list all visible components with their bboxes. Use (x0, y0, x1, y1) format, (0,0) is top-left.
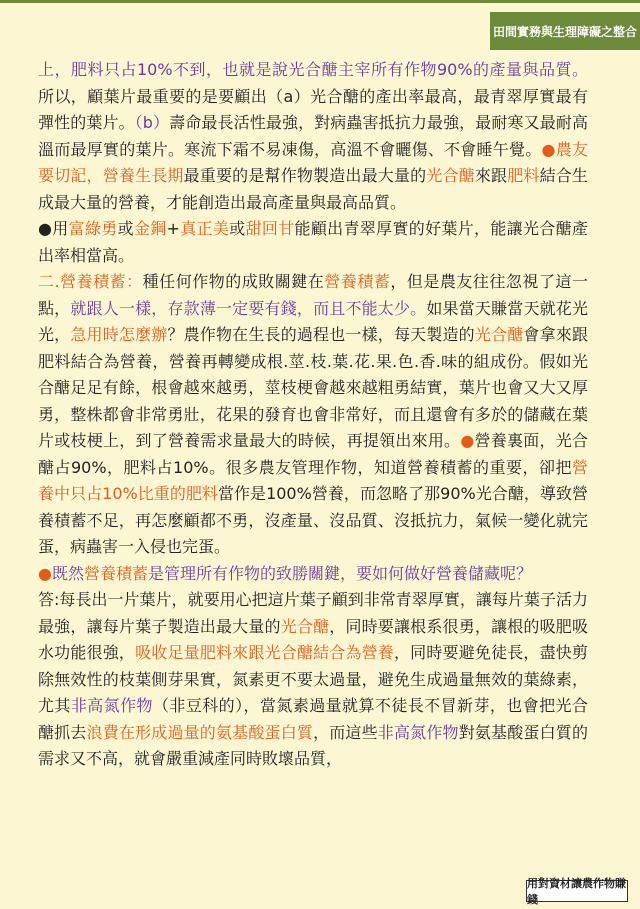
text-run: 會拿來跟肥料結合為營養，營養再轉變成根.莖.枝.葉.花.果.色.香.味的組成份。假如光合醣足足有餘，根會越來越勇，莖枝梗會越來越粗勇結實，葉片也會又大又厚勇，整株都會非常勇壯，花果的發育也會非常好，而且還會有多於的儲藏在葉片或枝梗上，到了營養需求量最大的時候，再提領出來用。 (38, 325, 588, 450)
text-run: 農友要切記，營養生長期 (38, 139, 588, 185)
text-run: 營養積蓄 (83, 563, 148, 583)
text-run: ● (541, 139, 556, 159)
text-run: ？農作物在生長的過程也一樣，每天製造的 (167, 325, 475, 344)
text-run: 或 (229, 219, 246, 238)
paragraph-2 (38, 216, 588, 269)
text-run: 壽命最長活性最強，對病蟲害抵抗力最強，最耐寒又最耐高溫而最厚實的葉片。寒流下霜不易凍傷，高溫不會曬傷、不會睡午覺。 (38, 113, 588, 159)
text-run: 甜回甘 (245, 219, 295, 238)
paragraph-1 (38, 57, 588, 216)
text-run: 就跟人一樣，存款薄一定要有錢，而且不能太少。 (70, 298, 427, 318)
footer-label-text: 用對資材讓農作物賺錢 (527, 877, 626, 906)
text-run: （b） (134, 113, 170, 132)
text-run: 二.營養積蓄： (38, 272, 143, 291)
text-run: + (166, 219, 180, 238)
running-header (490, 12, 640, 50)
text-run: 光合醣 (426, 166, 475, 185)
text-run: 非高氮作物 (70, 696, 153, 715)
footer-label (526, 877, 628, 906)
text-run: ，但是農友往往忽視了這一點， (38, 272, 588, 318)
text-run: ，而這些 (313, 722, 378, 742)
text-run: 答:每長出一片葉片，就要用心把這片葉子顧到非常青翠厚實，讓每片葉子活力最強，讓每片葉子製造出最大量的 (38, 590, 588, 636)
text-run: 營養中只占10%比重的肥料 (38, 457, 588, 503)
text-run: 真正美 (179, 219, 230, 238)
text-run: ● (38, 563, 52, 583)
text-run: 營養積蓄 (324, 272, 391, 291)
text-run: 光合醣 (474, 325, 524, 344)
text-run: 當作是100%營養，而忽略了那90%光合醣，導致營養積蓄不足，再怎麼顧都不勇，沒產量、沒品質、沒抵抗力，氣候一變化就完蛋，病蟲害一入侵也完蛋。 (38, 484, 588, 556)
text-run: 浪費在形成過量的氨基酸蛋白質 (86, 722, 314, 742)
article-body (38, 57, 588, 773)
top-rule (0, 0, 640, 3)
text-run: ●用 (38, 219, 69, 238)
paragraph-5 (38, 587, 588, 773)
text-run: ● (460, 431, 475, 450)
text-run: 急用時怎麼辦 (70, 325, 168, 344)
text-run: 對氨基酸蛋白質的需求又不高，就會嚴重減產同時敗壞品質， (38, 722, 588, 768)
text-run: ，同時要讓根系很勇，讓根的吸肥吸水功能很強， (38, 616, 588, 662)
text-run: 光合醣 (280, 616, 330, 636)
text-run: 既然 (51, 563, 84, 583)
text-run: 非高氮作物 (377, 722, 459, 742)
text-run: 最重要的是幫作物製造出最大量的 (183, 166, 427, 185)
text-run: 如果當天賺當天就花光光， (38, 298, 588, 344)
text-run: ，同時要避免徒長，盡快剪除無效性的枝葉側芽果實，氮素更不要太過量，避免生成過量無效的葉綠素，尤其 (38, 643, 588, 715)
text-run: 金鋼 (133, 219, 167, 238)
paragraph-4 (38, 561, 588, 588)
text-run: 是管理所有作物的致勝關鍵，要如何做好營養儲藏呢？ (148, 563, 533, 583)
text-run: 上，肥料只占10%不到，也就是說光合醣主宰所有作物90%的產量與品質。 (38, 60, 588, 79)
text-run: 營養裏面，光合醣占90%，肥料占10%。很多農友管理作物，知道營養積蓄的重要，卻把 (38, 431, 588, 477)
running-header-title: 田間實務與生理障礙之整合 (492, 24, 637, 39)
text-run: 種任何作物的成敗關鍵在 (142, 272, 325, 291)
text-run: 吸收足量肥料來跟光合醣結合為營養 (135, 643, 394, 662)
text-run: （非豆科的），當氮素過量就算不徒長不冒新芽，也會把光合醣抓去 (38, 696, 588, 742)
text-run: 結合生成最大量的營養，才能創造出最高產量與最高品質。 (38, 166, 588, 212)
text-run: 所以，顧葉片最重要的是要顧出（a）光合醣的產出率最高，最青翠厚實最有彈性的葉片。 (38, 86, 588, 132)
text-run: 來跟 (474, 166, 508, 185)
paragraph-3 (38, 269, 588, 561)
text-run: 能顧出青翠厚實的好葉片，能讓光合醣產出率相當高。 (38, 219, 588, 265)
text-run: 肥料 (507, 166, 540, 185)
text-run: 富綠勇 (68, 219, 118, 238)
text-run: 或 (117, 219, 134, 238)
